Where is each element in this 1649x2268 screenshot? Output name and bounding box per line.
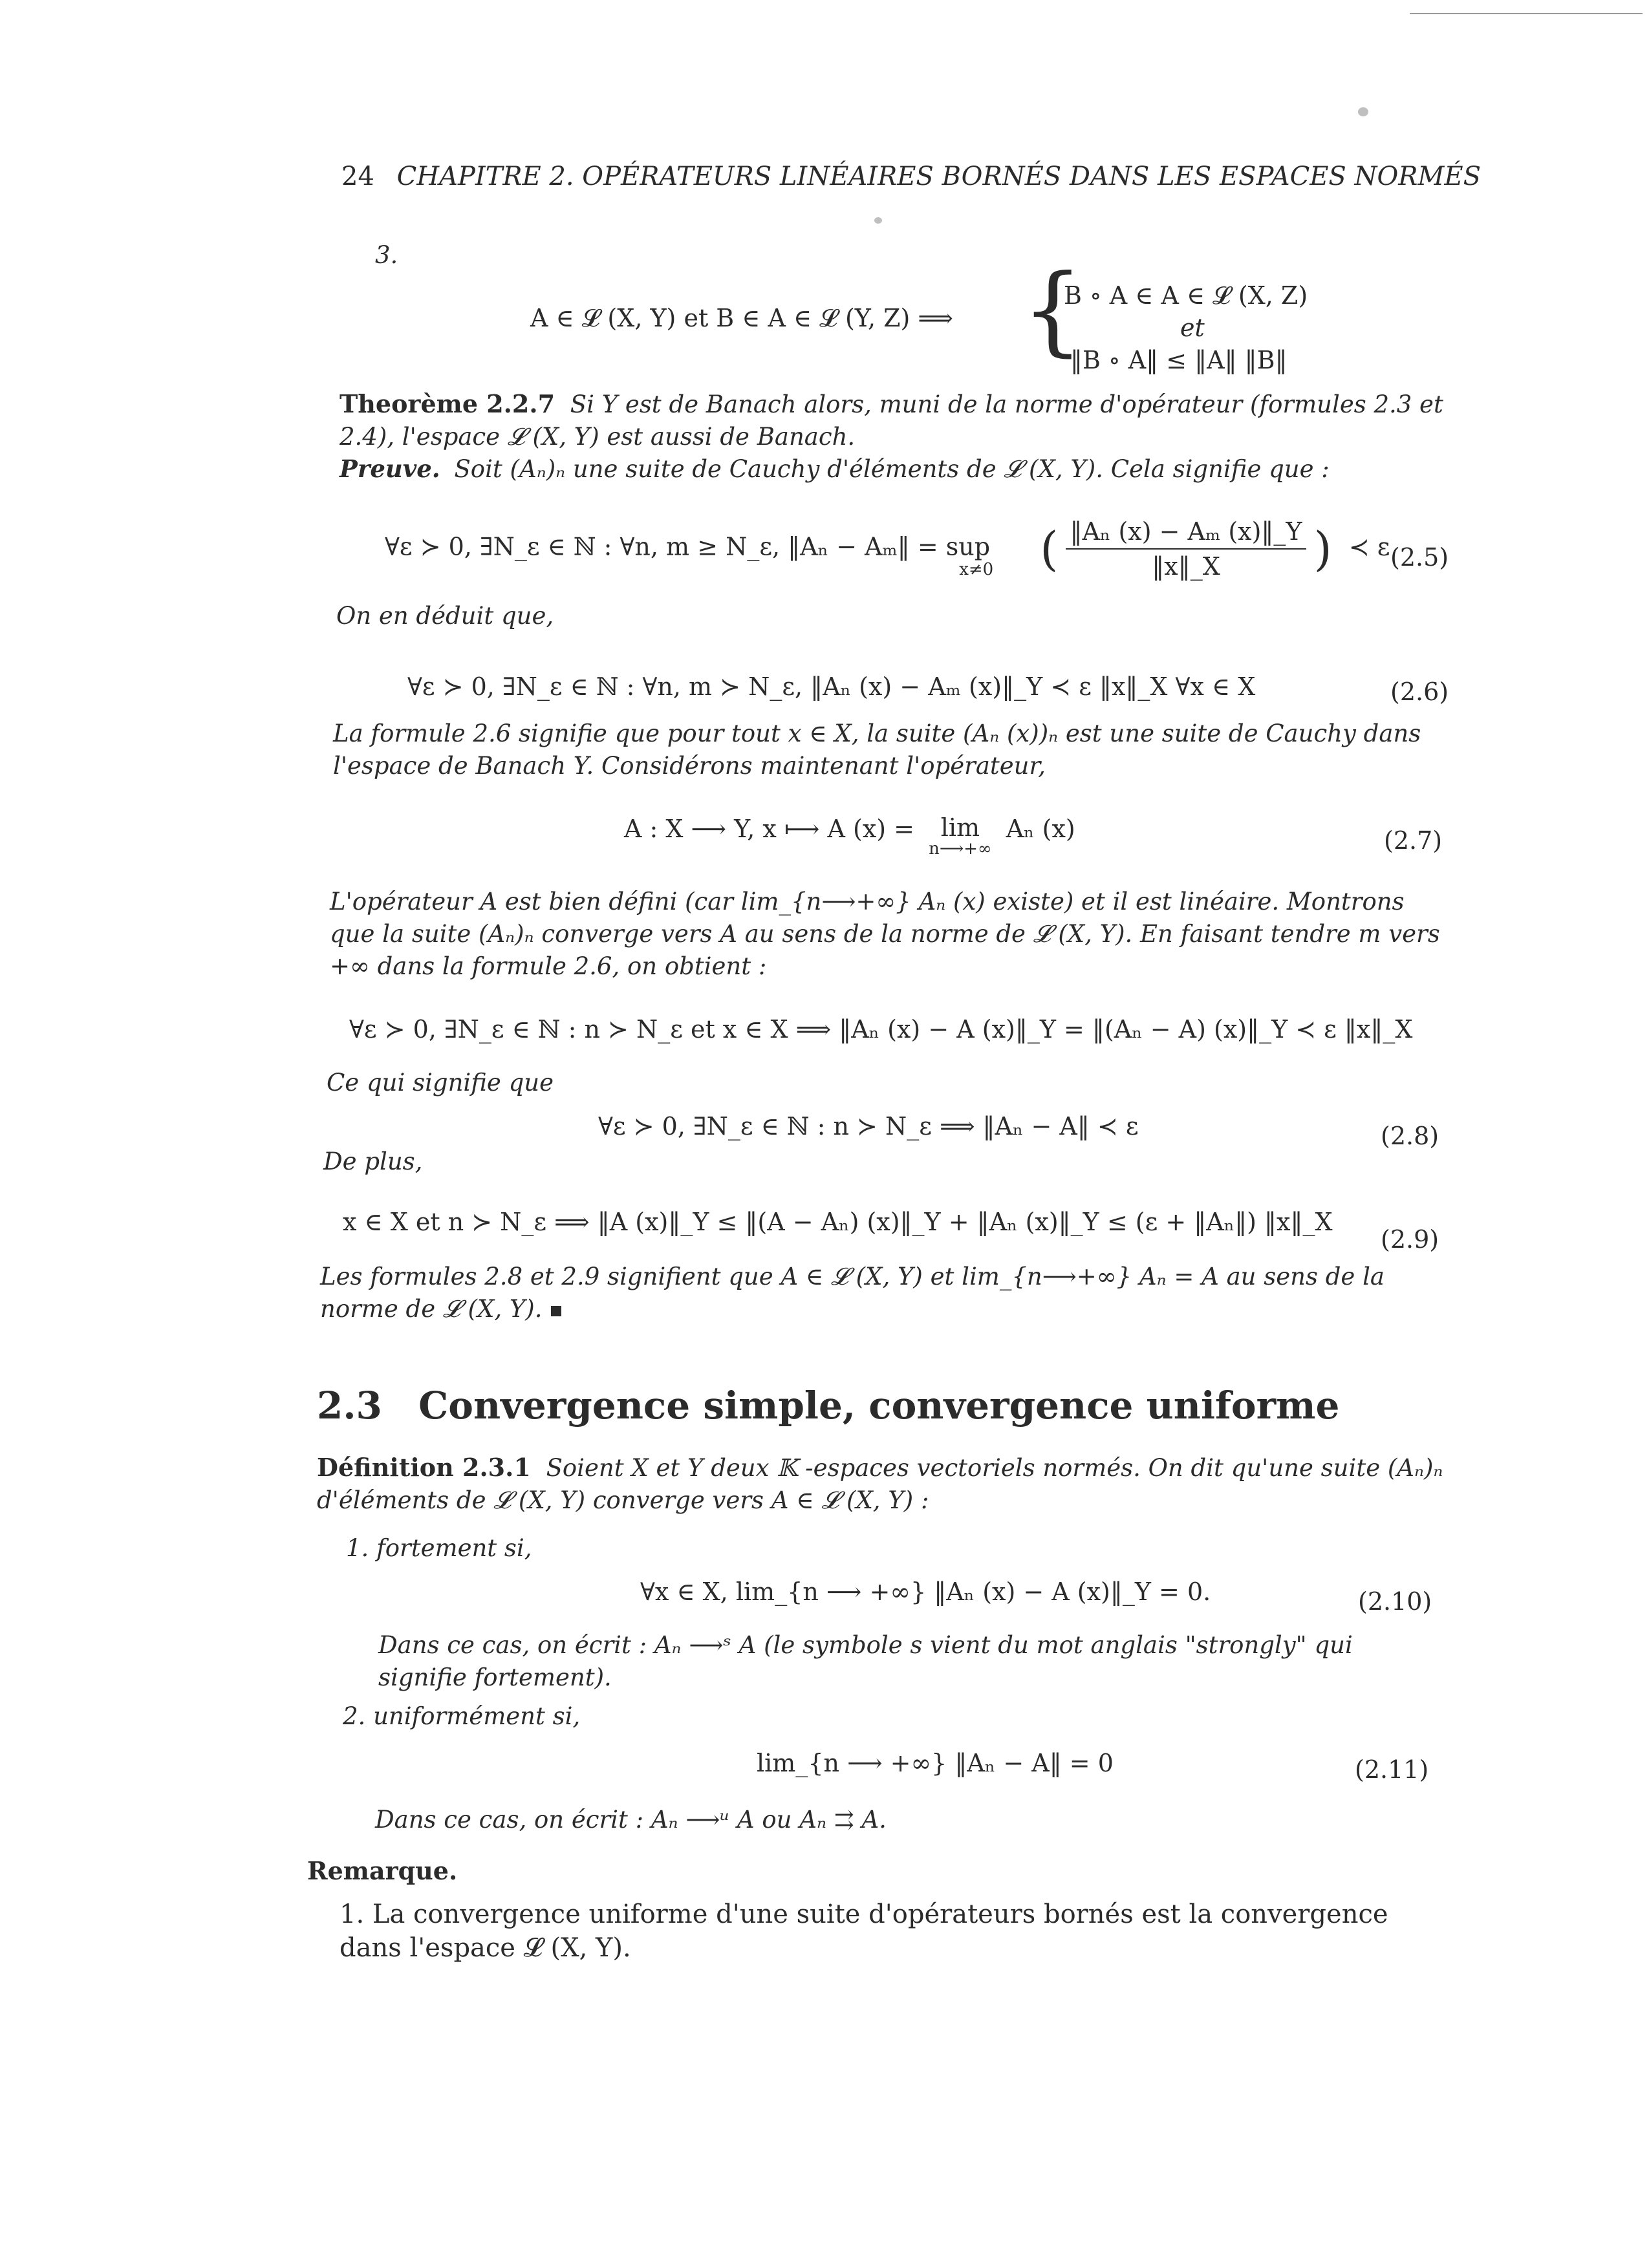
right-brace: { bbox=[1022, 254, 1084, 367]
section-heading bbox=[317, 1384, 1339, 1428]
item-3-rhs-1: B ∘ A ∈ A ∈ 𝓛 (X, Z) bbox=[1064, 281, 1308, 310]
proof-intro bbox=[339, 453, 1452, 486]
conclusion-text: Les formules 2.8 et 2.9 signifient que A ∈ 𝓛 (X, Y) et lim_{n⟶+∞} Aₙ = A au sens de la norme de 𝓛 (X, Y). bbox=[320, 1263, 1385, 1323]
eq27-tag: (2.7) bbox=[1384, 826, 1443, 855]
eq28-tag: (2.8) bbox=[1381, 1122, 1439, 1150]
de-plus-text: De plus, bbox=[323, 1148, 423, 1175]
definition-text: Soient X et Y deux 𝕂 -espaces vectoriels normés. On dit qu'une suite (Aₙ)ₙ d'éléments de 𝓛 (X, Y) converge vers A ∈ 𝓛 (X, Y) : bbox=[317, 1454, 1443, 1514]
proof-conclusion bbox=[320, 1261, 1432, 1325]
definition-item-2: 2. uniformément si, bbox=[343, 1702, 581, 1730]
eq25-numerator: ‖Aₙ (x) − Aₘ (x)‖_Y bbox=[1066, 517, 1306, 550]
equation-2-9: x ∈ X et n ≻ N_ε ⟹ ‖A (x)‖_Y ≤ ‖(A − Aₙ) (x)‖_Y + ‖Aₙ (x)‖_Y ≤ (ε + ‖Aₙ‖) ‖x‖_X bbox=[343, 1208, 1333, 1236]
remark-item-1: 1. La convergence uniforme d'une suite d'opérateurs bornés est la convergence dans l'espace 𝓛 (X, Y). bbox=[339, 1899, 1388, 1963]
eq25-right: ≺ ε bbox=[1348, 532, 1390, 561]
definition-note-1: Dans ce cas, on écrit : Aₙ ⟶ˢ A (le symbole s vient du mot anglais "strongly" qui signifie fortement). bbox=[378, 1631, 1353, 1691]
item-3-rhs-2: et bbox=[1180, 314, 1205, 342]
paragraph-2: L'opérateur A est bien défini (car lim_{n⟶+∞} Aₙ (x) existe) et il est linéaire. Montrons que la suite (Aₙ)ₙ converge vers A au sens de la norme de 𝓛 (X, Y). En faisant tendre m vers +∞ dans la formule 2.6, on obtient : bbox=[330, 888, 1440, 980]
definition-2-3-1 bbox=[317, 1451, 1474, 1517]
eq26-tag: (2.6) bbox=[1390, 678, 1449, 706]
theorem-text: Si Y est de Banach alors, muni de la norme d'opérateur (formules 2.3 et 2.4), l'espace 𝓛 (X, Y) est aussi de Banach. bbox=[339, 390, 1443, 451]
ce-qui-text: Ce qui signifie que bbox=[327, 1069, 554, 1097]
eq25-denominator: ‖x‖_X bbox=[1152, 552, 1220, 581]
running-title: CHAPITRE 2. OPÉRATEURS LINÉAIRES BORNÉS DANS LES ESPACES NORMÉS bbox=[396, 162, 1481, 191]
definition-label: Définition 2.3.1 bbox=[317, 1453, 531, 1482]
page-number: 24 bbox=[341, 162, 374, 191]
running-header bbox=[341, 162, 1481, 191]
paragraph-1: La formule 2.6 signifie que pour tout x ∈ X, la suite (Aₙ (x))ₙ est une suite de Cauchy dans l'espace de Banach Y. Considérons maintenant l'opérateur, bbox=[333, 720, 1421, 780]
equation-unnumbered: ∀ε ≻ 0, ∃N_ε ∈ ℕ : n ≻ N_ε et x ∈ X ⟹ ‖Aₙ (x) − A (x)‖_Y = ‖(Aₙ − A) (x)‖_Y ≺ ε ‖x‖_X bbox=[349, 1015, 1413, 1043]
eq25-sub: x≠0 bbox=[959, 559, 994, 579]
eq27-left: A : X ⟶ Y, x ⟼ A (x) = bbox=[624, 815, 915, 843]
item-3-label: 3. bbox=[375, 241, 398, 269]
equation-2-8: ∀ε ≻ 0, ∃N_ε ∈ ℕ : n ≻ N_ε ⟹ ‖Aₙ − A‖ ≺ ε bbox=[598, 1112, 1139, 1140]
eq29-tag: (2.9) bbox=[1381, 1225, 1439, 1254]
theorem-2-2-7 bbox=[339, 388, 1452, 453]
item-3-lhs: A ∈ 𝓛 (X, Y) et B ∈ A ∈ 𝓛 (Y, Z) ⟹ bbox=[530, 304, 953, 332]
scan-smudge bbox=[874, 217, 882, 224]
eq25-fraction bbox=[1066, 517, 1306, 581]
deduce-text: On en déduit que, bbox=[336, 602, 554, 630]
scan-edge-line bbox=[1410, 13, 1643, 14]
theorem-label: Theorème 2.2.7 bbox=[339, 389, 555, 418]
equation-2-5: ∀ε ≻ 0, ∃N_ε ∈ ℕ : ∀n, m ≥ N_ε, ‖Aₙ − Aₘ‖ = sup $_{x\ne 0}$ ( $\frac{\text{‖Aₙ (x) − Aₘ (x)‖\_Y}}{‖x‖\_X}$ ) ≺ ε bbox=[385, 517, 1390, 581]
equation-2-10: ∀x ∈ X, lim_{n ⟶ +∞} ‖Aₙ (x) − A (x)‖_Y = 0. bbox=[640, 1578, 1211, 1606]
eq25-left: ∀ε ≻ 0, ∃N_ε ∈ ℕ : ∀n, m ≥ N_ε, ‖Aₙ − Aₘ‖ = sup bbox=[385, 532, 991, 561]
equation-2-7 bbox=[624, 815, 1075, 857]
section-number: 2.3 bbox=[317, 1384, 382, 1428]
eq211-tag: (2.11) bbox=[1355, 1755, 1429, 1784]
remark-label: Remarque. bbox=[307, 1856, 458, 1885]
eq27-lim-sub: n⟶+∞ bbox=[929, 839, 992, 859]
proof-label: Preuve. bbox=[339, 455, 440, 483]
eq27-limit bbox=[929, 815, 991, 857]
proof-intro-text: Soit (Aₙ)ₙ une suite de Cauchy d'éléments de 𝓛 (X, Y). Cela signifie que : bbox=[454, 455, 1330, 483]
scan-smudge bbox=[1358, 107, 1368, 116]
eq27-right: Aₙ (x) bbox=[1006, 815, 1075, 843]
eq210-tag: (2.10) bbox=[1358, 1587, 1432, 1616]
item-3-rhs-3: ‖B ∘ A‖ ≤ ‖A‖ ‖B‖ bbox=[1070, 346, 1288, 374]
qed-square-icon bbox=[551, 1306, 561, 1316]
definition-note-2: Dans ce cas, on écrit : Aₙ ⟶ᵘ A ou Aₙ ⇉ A. bbox=[375, 1806, 887, 1834]
equation-2-11: lim_{n ⟶ +∞} ‖Aₙ − A‖ = 0 bbox=[757, 1749, 1114, 1777]
equation-2-6: ∀ε ≻ 0, ∃N_ε ∈ ℕ : ∀n, m ≻ N_ε, ‖Aₙ (x) − Aₘ (x)‖_Y ≺ ε ‖x‖_X ∀x ∈ X bbox=[407, 672, 1256, 701]
eq25-tag: (2.5) bbox=[1390, 543, 1449, 572]
eq27-lim: lim bbox=[940, 813, 980, 842]
section-title: Convergence simple, convergence uniforme bbox=[418, 1384, 1340, 1428]
definition-item-1: 1. fortement si, bbox=[346, 1534, 532, 1562]
